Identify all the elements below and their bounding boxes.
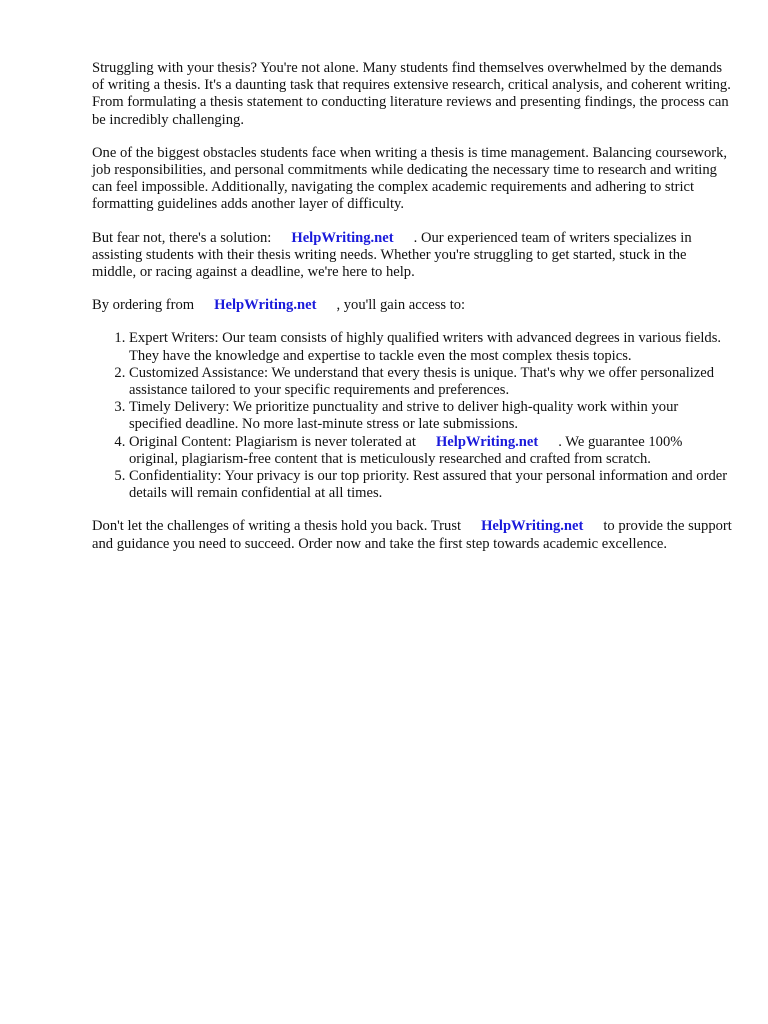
- closing-text-before: Don't let the challenges of writing a thesis hold you back. Trust: [92, 518, 462, 535]
- solution-paragraph: [92, 230, 732, 282]
- closing-text-after: to provide the support and guidance you need to succeed. Order now and take the first step towards academic excellence.: [92, 518, 732, 552]
- list-item-text-before: Original Content: Plagiarism is never tolerated at: [129, 433, 416, 450]
- ordering-paragraph: [92, 297, 732, 314]
- solution-text-before: But fear not, there's a solution:: [92, 229, 272, 246]
- helpwriting-link-2[interactable]: HelpWriting.net: [214, 297, 317, 314]
- document-body: [92, 60, 732, 569]
- list-item-text-after: . We guarantee 100% original, plagiarism-free content that is meticulously researched and crafted from scratch.: [129, 433, 683, 467]
- solution-text-after: . Our experienced team of writers specializes in assisting students with their thesis writing needs. Whether you're struggling to get started, stuck in the middle, or racing against a deadline, we're here to help.: [92, 229, 692, 281]
- obstacles-paragraph: One of the biggest obstacles students face when writing a thesis is time management. Balancing coursework, job responsibilities, and personal commitments while dedicating the necessary time to research and writing can feel impossible. Additionally, navigating the complex academic requirements and adhering to strict formatting guidelines adds another layer of difficulty.: [92, 144, 728, 213]
- list-item: 2. Customized Assistance: We understand that every thesis is unique. That's why we offer personalized assistance tailored to your specific requirements and preferences.: [129, 365, 732, 399]
- list-item: 3. Timely Delivery: We prioritize punctuality and strive to deliver high-quality work within your specified deadline. No more last-minute stress or late submissions.: [129, 399, 732, 433]
- list-item: 1. Expert Writers: Our team consists of highly qualified writers with advanced degrees in various fields. They have the knowledge and expertise to tackle even the most complex thesis topics.: [129, 330, 732, 364]
- list-item: 5. Confidentiality: Your privacy is our top priority. Rest assured that your personal information and order details will remain confidential at all times.: [129, 468, 732, 502]
- closing-paragraph: [92, 518, 732, 552]
- intro-paragraph: Struggling with your thesis? You're not alone. Many students find themselves overwhelmed by the demands of writing a thesis. It's a daunting task that requires extensive research, critical analysis, and coherent writing. From formulating a thesis statement to conducting literature reviews and presenting findings, the process can be incredibly challenging.: [92, 60, 731, 128]
- helpwriting-link-3[interactable]: HelpWriting.net: [435, 433, 539, 450]
- helpwriting-link-1[interactable]: HelpWriting.net: [291, 229, 394, 246]
- benefits-list: [92, 330, 732, 502]
- ordering-text-after: , you'll gain access to:: [336, 297, 466, 314]
- list-item: [129, 434, 732, 468]
- helpwriting-link-4[interactable]: HelpWriting.net: [481, 518, 584, 535]
- ordering-text-before: By ordering from: [92, 297, 195, 314]
